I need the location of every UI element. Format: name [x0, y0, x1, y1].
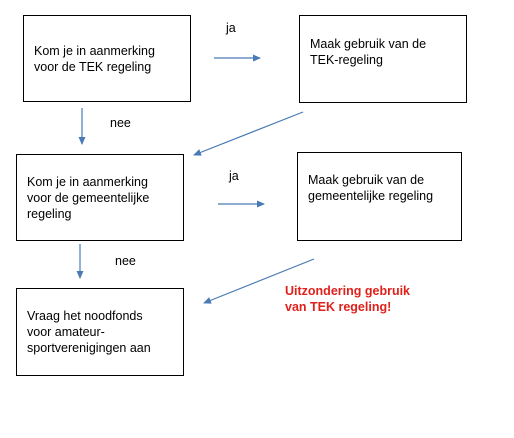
question-text-tek: Kom je in aanmerking voor de TEK regeling [34, 43, 155, 74]
answer-text-noodfonds: Vraag het noodfonds voor amateur- sportverenigingen aan [27, 309, 151, 355]
answer-text-gemeente: Maak gebruik van de gemeentelijke regeling [308, 173, 434, 203]
answer-text-tek: Maak gebruik van de TEK-regeling [310, 37, 427, 67]
question-text-gemeente: Kom je in aanmerking voor de gemeentelijke regeling [27, 174, 150, 221]
arrow-a1-to-q2 [194, 112, 303, 155]
answer-box-tek [299, 15, 467, 103]
answer-box-noodfonds [16, 288, 184, 376]
exception-note: Uitzondering gebruik van TEK regeling! [285, 284, 410, 314]
label-nee-1: nee [110, 116, 131, 130]
label-nee-2: nee [115, 254, 136, 268]
answer-box-gemeente [297, 152, 462, 241]
label-ja-1: ja [226, 21, 236, 35]
question-box-tek [23, 15, 191, 102]
question-box-gemeente [16, 154, 184, 241]
label-ja-2: ja [229, 169, 239, 183]
